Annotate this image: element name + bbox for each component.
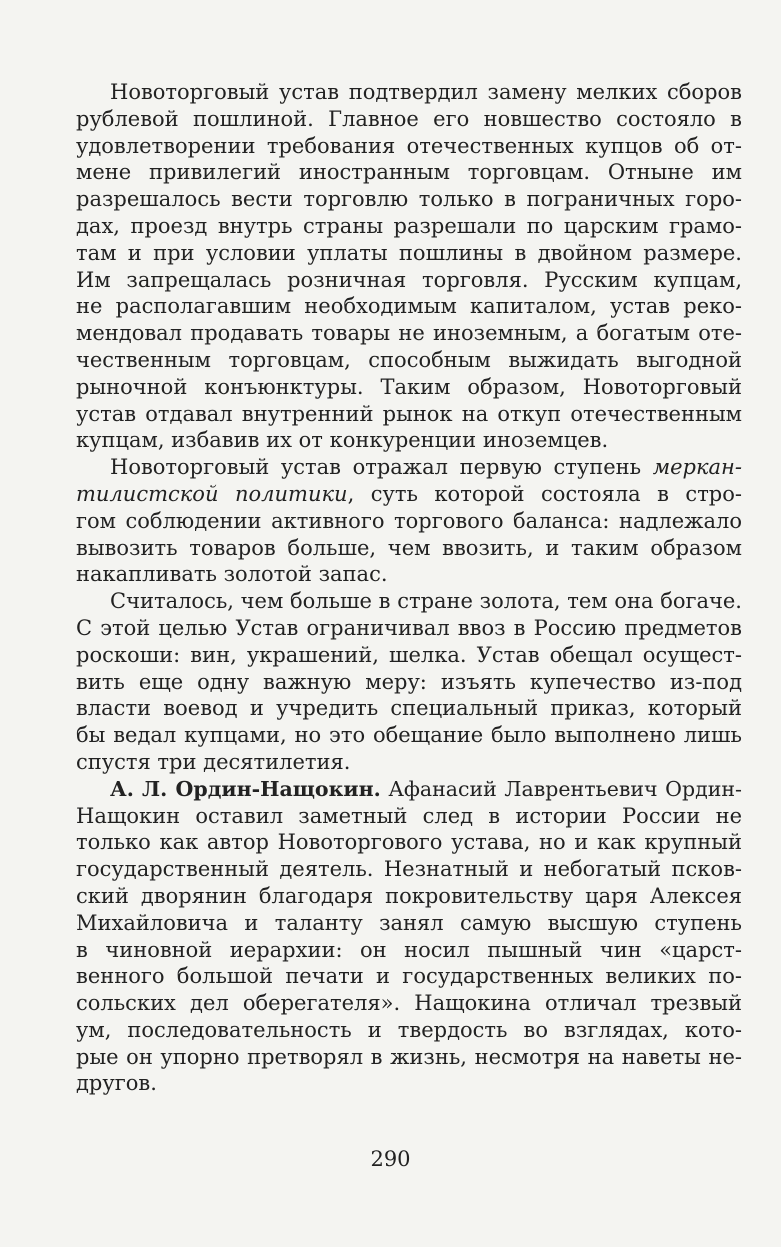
text-line: венного большой печати и государственных великих по- xyxy=(76,964,742,989)
text-line: Новоторговый устав подтвердил замену мелких сборов xyxy=(110,80,742,104)
text-line: мендовал продавать товары не иноземным, а богатым оте- xyxy=(76,321,742,346)
text-line xyxy=(76,776,742,803)
body-text xyxy=(76,79,742,1097)
text-line: ум, последовательность и твердость во взглядах, кото- xyxy=(76,1017,742,1042)
text-line: устав отдавал внутренний рынок на откуп отечественным xyxy=(76,401,742,426)
text-line: сольских дел оберегателя». Нащокина отличал трезвый xyxy=(76,991,742,1016)
text-line: рыночной конъюнктуры. Таким образом, Новоторговый xyxy=(76,374,742,399)
text-line: Считалось, чем больше в стране золота, тем она богаче. xyxy=(110,589,742,614)
text-line: роскоши: вин, украшений, шелка. Устав обещал осущест- xyxy=(76,642,742,667)
text-line: дах, проезд внутрь страны разрешали по царским грамо- xyxy=(76,213,742,238)
text-line: не располагавшим необходимым капиталом, устав реко- xyxy=(76,294,742,319)
text-line: только как автор Новоторгового устава, но и как крупный xyxy=(76,830,742,855)
text-line: чественным торговцам, способным выжидать выгодной xyxy=(76,347,742,372)
text-line: рублевой пошлиной. Главное его новшество состояло в xyxy=(76,106,742,131)
text-line: мене привилегий иностранным торговцам. Отныне им xyxy=(76,160,742,185)
text-line: государственный деятель. Незнатный и небогатый псков- xyxy=(76,857,742,882)
italic-term: тилистской политики xyxy=(76,481,348,506)
text-line: бы ведал купцами, но это обещание было выполнено лишь xyxy=(76,723,742,748)
text-line: Нащокин оставил заметный след в истории России не xyxy=(76,803,742,828)
italic-term: меркан- xyxy=(652,455,742,480)
text-line: гом соблюдении активного торгового баланса: надлежало xyxy=(76,508,742,533)
text-line: рые он упорно претворял в жизнь, несмотря на наветы не- xyxy=(76,1044,742,1069)
text-line: С этой целью Устав ограничивал ввоз в Россию предметов xyxy=(76,615,742,640)
text-line: там и при условии уплаты пошлины в двойном размере. xyxy=(76,240,742,265)
text-run: Афанасий Лаврентьевич Ордин- xyxy=(380,776,742,801)
text-line: вывозить товаров больше, чем ввозить, и таким образом xyxy=(76,535,742,560)
text-line: накапливать золотой запас. xyxy=(76,562,388,587)
text-line: спустя три десятилетия. xyxy=(76,749,351,774)
page-number: 290 xyxy=(370,1147,411,1171)
section-heading: А. Л. Ордин-Нащокин. xyxy=(110,776,381,801)
text-line: власти воевод и учредить специальный приказ, который xyxy=(76,696,742,721)
text-line xyxy=(76,454,742,481)
text-line: удовлетворении требования отечественных купцов об от- xyxy=(76,133,742,158)
text-run: Новоторговый устав отражал первую ступень xyxy=(110,455,653,480)
text-line: Михайловича и таланту занял самую высшую ступень xyxy=(76,910,742,935)
text-line: разрешалось вести торговлю только в пограничных горо- xyxy=(76,187,742,212)
text-line: в чиновной иерархии: он носил пышный чин «царст- xyxy=(76,937,742,962)
text-line: вить еще одну важную меру: изъять купечество из-под xyxy=(76,669,742,694)
text-line xyxy=(76,481,742,508)
text-line: Им запрещалась розничная торговля. Русским купцам, xyxy=(76,267,742,292)
text-run: , суть которой состояла в стро- xyxy=(347,481,742,506)
text-line: другов. xyxy=(76,1071,157,1096)
text-line: купцам, избавив их от конкуренции иноземцев. xyxy=(76,428,609,453)
text-line: ский дворянин благодаря покровительству царя Алексея xyxy=(76,883,742,908)
